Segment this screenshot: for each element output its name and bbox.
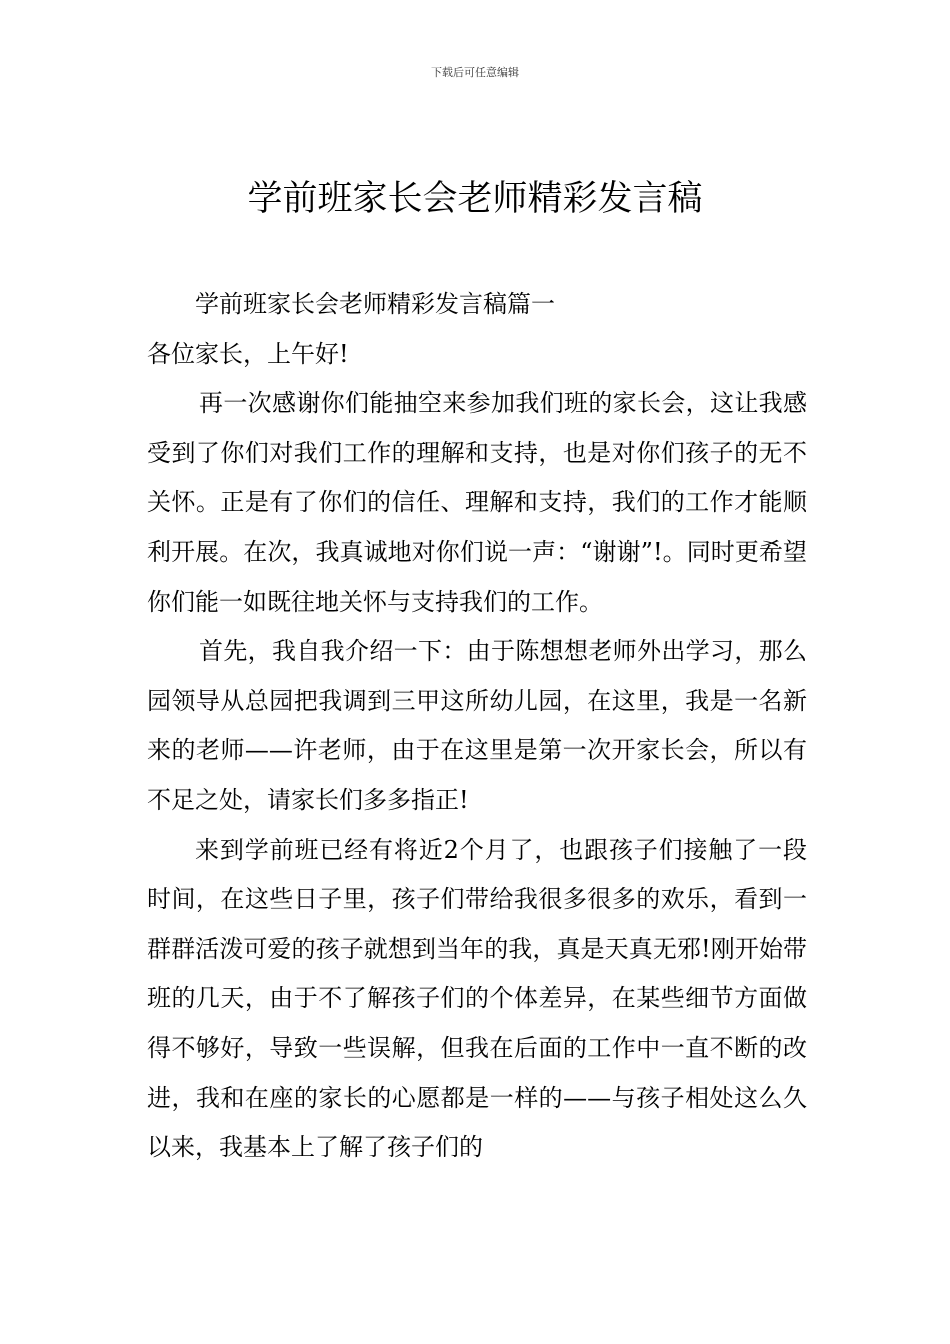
section-subtitle: 学前班家长会老师精彩发言稿篇一: [195, 290, 555, 318]
paragraph-thanks: 再一次感谢你们能抽空来参加我们班的家长会，这让我感受到了你们对我们工作的理解和支持，也是对你们孩子的无不关怀。正是有了你们的信任、理解和支持，我们的工作才能顺利开展。在次，我真诚地对你们说一声：“谢谢”!。同时更希望你们能一如既往地关怀与支持我们的工作。: [147, 389, 807, 616]
paragraph-introduction: 首先，我自我介绍一下：由于陈想想老师外出学习，那么园领导从总园把我调到三甲这所幼儿园，在这里，我是一名新来的老师——许老师，由于在这里是第一次开家长会，所以有不足之处，请家长们多多指正!: [147, 637, 807, 814]
header-note: 下载后可任意编辑: [431, 66, 519, 79]
document-title: 学前班家长会老师精彩发言稿: [247, 179, 703, 219]
greeting-line: 各位家长，上午好!: [147, 339, 349, 368]
paragraph-experience: 来到学前班已经有将近2个月了，也跟孩子们接触了一段时间，在这些日子里，孩子们带给我很多很多的欢乐，看到一群群活泼可爱的孩子就想到当年的我，真是天真无邪!刚开始带班的几天，由于不了解孩子们的个体差异，在某些细节方面做得不够好，导致一些误解，但我在后面的工作中一直不断的改进，我和在座的家长的心愿都是一样的——与孩子相处这么久以来，我基本上了解了孩子们的: [147, 835, 807, 1162]
document-body: [147, 280, 807, 1173]
